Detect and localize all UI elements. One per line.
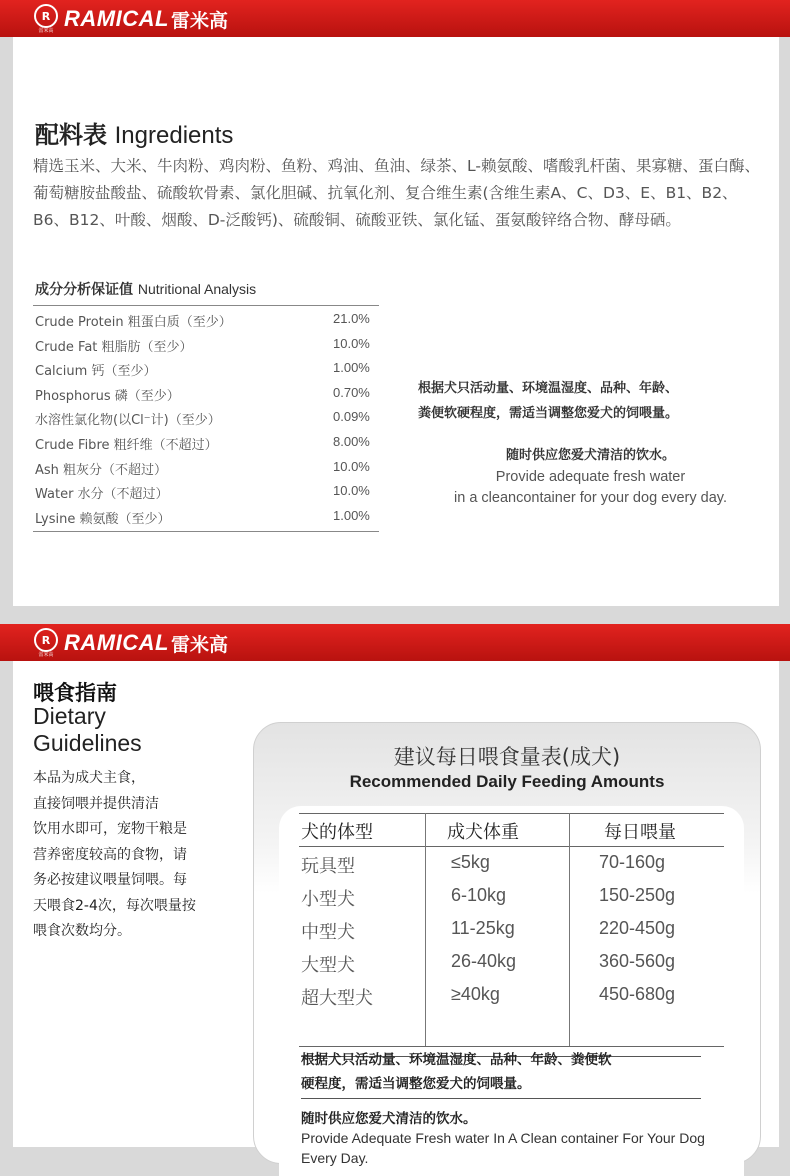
ingredients-title-en: Ingredients bbox=[114, 122, 234, 149]
brand-name: RAMICAL bbox=[64, 630, 169, 655]
nutrition-row bbox=[35, 508, 379, 530]
dietary-body-line: 营养密度较高的食物，请 bbox=[33, 846, 187, 863]
amount-cell: 450-680g bbox=[599, 984, 676, 1004]
dietary-body bbox=[33, 766, 233, 945]
brand-emblem-caption: 雷米高 bbox=[38, 652, 54, 658]
nutrition-label: Crude Fat 粗脂肪（至少） bbox=[35, 339, 193, 355]
brand-logo bbox=[34, 4, 228, 34]
ingredients-title-cn: 配料表 bbox=[35, 121, 107, 149]
nutrition-row bbox=[35, 336, 379, 358]
nutrition-title bbox=[35, 279, 256, 299]
amount-cell: 360-560g bbox=[599, 951, 676, 971]
brand-name-cn: 雷米高 bbox=[170, 633, 228, 656]
dietary-panel bbox=[13, 661, 779, 1166]
size-cell: 中型犬 bbox=[301, 922, 355, 943]
note-rule-2 bbox=[301, 1098, 701, 1099]
nutrition-row bbox=[35, 311, 379, 333]
adjust-note bbox=[418, 376, 773, 426]
size-cell: 小型犬 bbox=[301, 889, 355, 910]
feeding-water-cn: 随时供应您爱犬清洁的饮水。 bbox=[301, 1111, 477, 1127]
nutrition-row bbox=[35, 409, 379, 431]
feeding-card bbox=[253, 722, 761, 1164]
brand-emblem-icon: R bbox=[34, 4, 58, 28]
nutrition-bottom-rule bbox=[33, 531, 379, 532]
nutrition-value: 10.0% bbox=[333, 483, 370, 499]
nutrition-label: Lysine 赖氨酸（至少） bbox=[35, 511, 171, 527]
table-header-rule bbox=[299, 846, 724, 847]
nutrition-label: 水溶性氯化物(以Cl⁻计)（至少） bbox=[35, 413, 221, 429]
dietary-body-line: 务必按建议喂量饲喂。每 bbox=[33, 872, 187, 888]
nutrition-value: 0.09% bbox=[333, 409, 370, 425]
ingredients-title bbox=[35, 115, 233, 150]
water-note-en-line2: in a cleancontainer for your dog every day. bbox=[454, 490, 727, 506]
table-col-divider bbox=[425, 813, 426, 1046]
ingredients-text: 精选玉米、大米、牛肉粉、鸡肉粉、鱼粉、鸡油、鱼油、绿茶、L-赖氨酸、嗜酸乳杆菌、果寡糖、蛋白酶、葡萄糖胺盐酸盐、硫酸软骨素、氯化胆碱、抗氧化剂、复合维生素(含维生素A、C、D3、E、B1、B2、B6、B12、叶酸、烟酸、D-泛酸钙)、硫酸铜、硫酸亚铁、氯化锰、蛋氨酸锌络合物、酵母硒。 bbox=[33, 157, 760, 229]
ingredients-panel bbox=[13, 37, 779, 606]
amount-cell: 220-450g bbox=[599, 918, 676, 938]
water-note-cn: 随时供应您爱犬清洁的饮水。 bbox=[505, 448, 675, 463]
table-top-rule bbox=[299, 813, 724, 814]
nutrition-value: 10.0% bbox=[333, 458, 370, 474]
feeding-note bbox=[301, 1048, 701, 1096]
feeding-note-line1: 根据犬只活动量、环境温湿度、品种、年龄、粪便软 bbox=[301, 1052, 612, 1068]
feeding-note-line2: 硬程度，需适当调整您爱犬的饲喂量。 bbox=[301, 1076, 531, 1092]
dietary-body-line: 天喂食2-4次，每次喂量按 bbox=[33, 897, 196, 914]
weight-cell: ≤5kg bbox=[451, 852, 490, 872]
brand-emblem-caption: 雷米高 bbox=[38, 28, 54, 34]
nutrition-row bbox=[35, 434, 379, 456]
header-cell: 成犬体重 bbox=[447, 822, 519, 843]
feeding-title-cn: 建议每日喂食量表(成犬) bbox=[393, 745, 621, 769]
weight-cell: ≥40kg bbox=[451, 984, 500, 1004]
nutrition-top-rule bbox=[33, 305, 379, 306]
nutrition-label: Phosphorus 磷（至少） bbox=[35, 388, 180, 404]
feeding-title-en: Recommended Daily Feeding Amounts bbox=[349, 772, 665, 791]
nutrition-row bbox=[35, 483, 379, 505]
dietary-title-en bbox=[33, 703, 193, 757]
size-cell: 玩具型 bbox=[301, 856, 355, 877]
size-cell: 大型犬 bbox=[301, 955, 355, 976]
brand-logo-2 bbox=[34, 628, 228, 658]
dietary-title-en-line1: Dietary bbox=[33, 703, 106, 729]
nutrition-row bbox=[35, 385, 379, 407]
nutrition-label: Calcium 钙（至少） bbox=[35, 364, 157, 380]
dietary-body-line: 本品为成犬主食， bbox=[33, 770, 145, 786]
dietary-body-line: 饮用水即可，宠物干粮是 bbox=[33, 821, 187, 837]
dietary-body-line: 喂食次数均分。 bbox=[33, 923, 131, 939]
table-col-divider bbox=[569, 813, 570, 1046]
water-note-en bbox=[413, 467, 768, 509]
nutrition-label: Crude Fibre 粗纤维（不超过） bbox=[35, 438, 218, 453]
weight-cell: 11-25kg bbox=[451, 918, 515, 938]
nutrition-title-cn: 成分分析保证值 bbox=[35, 282, 133, 298]
header-cell: 每日喂量 bbox=[604, 822, 676, 843]
size-cell: 超大型犬 bbox=[301, 988, 373, 1009]
nutrition-row bbox=[35, 459, 379, 481]
header-cell: 犬的体型 bbox=[301, 822, 373, 843]
amount-cell: 150-250g bbox=[599, 885, 676, 905]
nutrition-value: 0.70% bbox=[333, 384, 370, 400]
adjust-note-line2: 粪便软硬程度，需适当调整您爱犬的饲喂量。 bbox=[418, 406, 679, 421]
dietary-title-cn: 喂食指南 bbox=[33, 681, 117, 705]
nutrition-value: 21.0% bbox=[333, 311, 370, 326]
water-note-en-line1: Provide adequate fresh water bbox=[495, 469, 686, 485]
weight-cell: 6-10kg bbox=[451, 885, 507, 905]
brand-emblem-icon: R bbox=[34, 628, 58, 652]
brand-name-cn: 雷米高 bbox=[170, 9, 228, 32]
feeding-water-en: Provide Adequate Fresh water In A Clean container For Your Dog Every Day. bbox=[301, 1130, 705, 1166]
dietary-body-line: 直接饲喂并提供清洁 bbox=[33, 795, 159, 812]
table-bottom-rule bbox=[299, 1046, 724, 1047]
amount-cell: 70-160g bbox=[599, 852, 666, 872]
nutrition-title-en: Nutritional Analysis bbox=[137, 281, 257, 297]
nutrition-label: Water 水分（不超过） bbox=[35, 487, 169, 503]
nutrition-row bbox=[35, 360, 379, 382]
nutrition-label: Ash 粗灰分（不超过） bbox=[35, 462, 168, 478]
brand-name: RAMICAL bbox=[64, 6, 169, 31]
nutrition-value: 1.00% bbox=[333, 360, 370, 376]
adjust-note-line1: 根据犬只活动量、环境温湿度、品种、年龄、 bbox=[418, 381, 679, 396]
weight-cell: 26-40kg bbox=[451, 951, 517, 971]
dietary-title-en-line2: Guidelines bbox=[33, 730, 142, 756]
nutrition-label: Crude Protein 粗蛋白质（至少） bbox=[35, 315, 232, 330]
nutrition-value: 10.0% bbox=[333, 335, 370, 351]
nutrition-value: 8.00% bbox=[333, 434, 370, 449]
nutrition-value: 1.00% bbox=[333, 507, 370, 523]
